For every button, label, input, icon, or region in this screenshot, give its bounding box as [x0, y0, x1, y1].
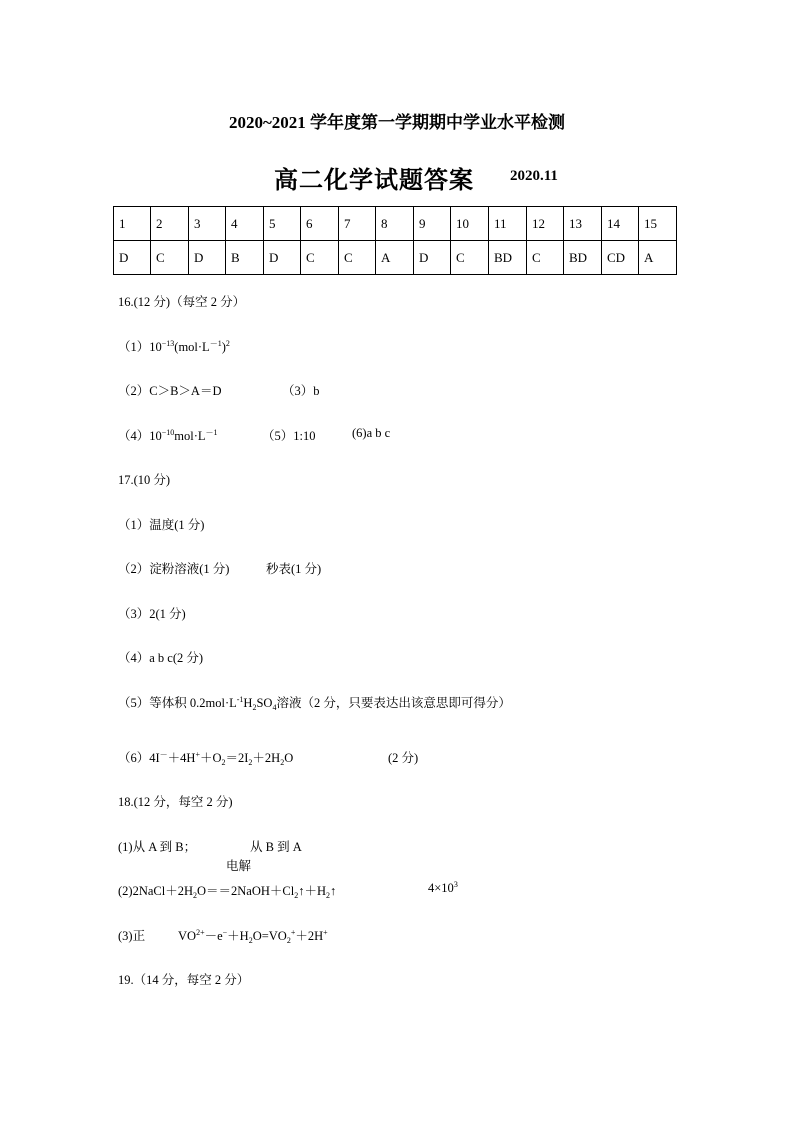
q16-answer-1: $(1)10^{-13}(mol\cdot L^{-1})^2$	[118, 339, 230, 354]
q16-answer-3: （3）b	[282, 384, 320, 398]
answer-value-13: BD	[564, 241, 602, 275]
q18-answer-3: $VO^{2+}-e^-+H_2O=VO_2^++2H^+$	[178, 928, 328, 945]
answer-number-2: 2	[151, 207, 189, 241]
answer-value-12: C	[527, 241, 564, 275]
q16-answer-2: （2）C＞B＞A＝D	[118, 384, 222, 398]
q17-answer-3: （3）2(1 分)	[118, 607, 186, 621]
answer-value-7: C	[339, 241, 376, 275]
answer-number-14: 14	[602, 207, 639, 241]
answer-table-row-answers	[114, 241, 677, 275]
q16-header: 16.(12 分)（每空 2 分）	[118, 295, 246, 309]
q18-answer-2: $(2)2NaCl+2H_2O==2NaOH+Cl_2↑+H_2↑$	[118, 884, 337, 900]
answer-number-13: 13	[564, 207, 602, 241]
answer-number-6: 6	[301, 207, 339, 241]
answer-value-3: D	[189, 241, 226, 275]
answer-number-7: 7	[339, 207, 376, 241]
answer-number-11: 11	[489, 207, 527, 241]
q17-answer-2b: 秒表(1 分)	[266, 562, 322, 576]
answer-value-14: CD	[602, 241, 639, 275]
q17-answer-6-score: (2 分)	[388, 751, 419, 765]
q18-header: 18.(12 分，每空 2 分)	[118, 795, 233, 809]
document-subtitle: 高二化学试题答案	[274, 168, 474, 194]
answer-value-9: D	[414, 241, 451, 275]
page-title: 2020~2021 学年度第一学期期中学业水平检测	[228, 113, 566, 132]
answer-value-2: C	[151, 241, 189, 275]
q18-answer-2b: $4\times 10^3$	[428, 880, 458, 895]
q17-answer-6: $(6)4I^-+4H^++O_2=2I_2+2H_2O$	[118, 750, 294, 767]
answer-value-8: A	[376, 241, 414, 275]
answer-value-10: C	[451, 241, 489, 275]
q17-answer-5: （5）等体积 $0.2mol\cdot L^{-1}H_2SO_4$溶液（2 分，只要表达出该意思即可得分）	[118, 695, 511, 712]
answer-number-10: 10	[451, 207, 489, 241]
answer-value-6: C	[301, 241, 339, 275]
q17-answer-4: （4）a b c(2 分)	[118, 651, 204, 665]
answer-number-5: 5	[264, 207, 301, 241]
q18-answer-3-label: (3)正	[118, 929, 146, 943]
answer-number-9: 9	[414, 207, 451, 241]
q17-header: 17.(10 分)	[118, 473, 171, 487]
answer-table-row-numbers	[114, 207, 677, 241]
q18-answer-1a: (1)从 A 到 B；	[118, 840, 197, 854]
answer-table	[113, 206, 677, 275]
q19-header: 19.（14 分，每空 2 分）	[118, 973, 250, 987]
answer-value-4: B	[226, 241, 264, 275]
q16-answer-6: (6)a b c	[352, 426, 391, 440]
q17-answer-2a: （2）淀粉溶液(1 分)	[118, 562, 230, 576]
answer-value-15: A	[639, 241, 677, 275]
q18-answer-1b: 从 B 到 A	[250, 840, 302, 854]
document-date: 2020.11	[510, 168, 558, 184]
q17-answer-1: （1）温度(1 分)	[118, 518, 205, 532]
q16-answer-4: $(4)10^{-10}mol\cdot L^{-1}$	[118, 428, 218, 443]
answer-value-5: D	[264, 241, 301, 275]
answer-number-3: 3	[189, 207, 226, 241]
answer-number-8: 8	[376, 207, 414, 241]
answer-value-1: D	[114, 241, 151, 275]
answer-number-15: 15	[639, 207, 677, 241]
q16-answer-5: （5）1:10	[262, 429, 316, 443]
answer-number-4: 4	[226, 207, 264, 241]
electrolysis-label: 电解	[226, 859, 252, 873]
answer-number-12: 12	[527, 207, 564, 241]
answer-value-11: BD	[489, 241, 527, 275]
answer-number-1: 1	[114, 207, 151, 241]
